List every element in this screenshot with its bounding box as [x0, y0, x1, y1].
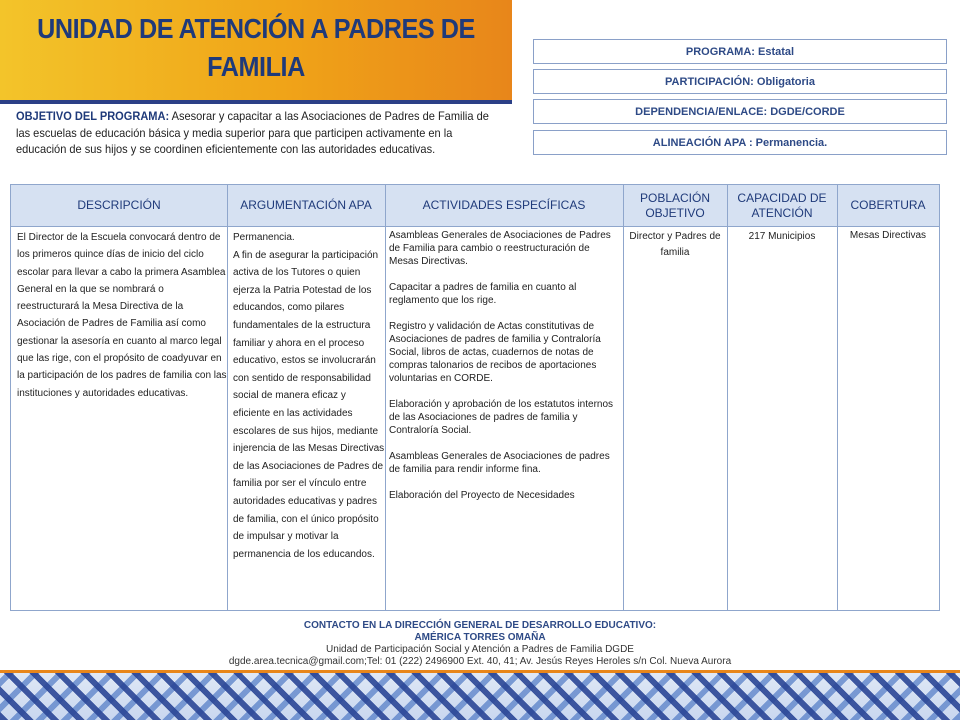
title-underline: [0, 100, 512, 104]
contact-section: [0, 620, 960, 668]
header-actividades: ACTIVIDADES ESPECÍFICAS: [422, 198, 586, 212]
contact-unit: Unidad de Participación Social y Atención a Padres de Familia DGDE: [326, 644, 634, 655]
column-divider: [385, 185, 386, 610]
table-header: [11, 185, 939, 227]
program-objective: [16, 108, 494, 158]
objective-label: OBJETIVO DEL PROGRAMA:: [16, 109, 170, 123]
header-descripcion: DESCRIPCIÓN: [77, 198, 161, 212]
participation-box: PARTICIPACIÓN: Obligatoria: [533, 69, 947, 94]
program-table: [10, 184, 940, 611]
column-divider: [727, 185, 728, 610]
cell-actividades: [389, 229, 617, 515]
activity-item: Registro y validación de Actas constitutivas de Asociaciones de padres de familia y Contraloría Social, libros de actas, cuadernos de notas de compras talonarios de recibos de aportaciones voluntarias en CORDE.: [389, 321, 601, 384]
cell-capacidad: 217 Municipios: [748, 231, 816, 242]
alignment-box: ALINEACIÓN APA : Permanencia.: [533, 130, 947, 155]
cell-cobertura: Mesas Directivas: [849, 230, 927, 241]
cell-poblacion: Director y Padres de familia: [629, 231, 721, 258]
activity-item: Asambleas Generales de Asociaciones de padres de familia para rendir informe fina.: [389, 451, 610, 475]
cell-descripcion: El Director de la Escuela convocará dentro de los primeros quince días de inicio del ciclo escolar para llevar a cabo la primera Asamblea General en la que se nombrará o reestructurará la Mesa Directiva de la Asociación de Padres de Familia así como gestionar la asesoría en cuanto al marco legal que las rige, con el propósito de coadyuvar en la participación de los padres de familia con las instituciones y autoridades educativas.: [17, 232, 227, 399]
column-divider: [227, 185, 228, 610]
cell-argumentacion: [233, 229, 385, 563]
activity-item: Capacitar a padres de familia en cuanto al reglamento que los rige.: [389, 282, 577, 306]
header-argumentacion: ARGUMENTACIÓN APA: [240, 198, 372, 212]
page-title: UNIDAD DE ATENCIÓN A PADRES DE FAMILIA: [37, 13, 475, 82]
program-type-box: PROGRAMA: Estatal: [533, 39, 947, 64]
dependency-box: DEPENDENCIA/ENLACE: DGDE/CORDE: [533, 99, 947, 124]
argumentacion-text: A fin de asegurar la participación activa de los Tutores o quien ejerza la Patria Potestad de los educandos, como pilares fundamentales de la estructura familiar y ahora en el proceso educativo, estos se involucrarán con sentido de responsabilidad social de manera eficaz y eficiente en las actividades escolares de sus hijos, mediante injerencia de las Mesas Directivas de las Asociaciones de Padres de familia por ser el vínculo entre autoridades educativas y padres de familia, con el único propósito de impulsar y motivar la permanencia de los educandos.: [233, 249, 385, 560]
contact-heading: CONTACTO EN LA DIRECCIÓN GENERAL DE DESARROLLO EDUCATIVO:: [303, 620, 657, 631]
header-cobertura: COBERTURA: [850, 198, 926, 212]
activity-item: Asambleas Generales de Asociaciones de Padres de Familia para cambio o reestructuración de Mesas Directivas.: [389, 230, 611, 267]
column-divider: [837, 185, 838, 610]
header-poblacion: POBLACIÓN OBJETIVO: [639, 190, 711, 220]
decorative-pattern: [0, 673, 960, 720]
argumentacion-title: Permanencia.: [233, 232, 295, 243]
contact-details: dgde.area.tecnica@gmail.com;Tel: 01 (222) 2496900 Ext. 40, 41; Av. Jesús Reyes Heroles s/n Col. Nueva Aurora: [228, 656, 732, 667]
objective-text: Asesorar y capacitar a las Asociaciones de Padres de Familia de las escuelas de educación básica y media superior para que participen activamente en la educación de sus hijos y se coordinen eficientemente con las autoridades educativas.: [16, 109, 489, 156]
activity-item: Elaboración del Proyecto de Necesidades: [389, 490, 575, 501]
activity-item: Elaboración y aprobación de los estatutos internos de las Asociaciones de padres de familia y Contraloría Social.: [389, 399, 614, 436]
contact-name: AMÉRICA TORRES OMAÑA: [414, 632, 546, 643]
header-capacidad: CAPACIDAD DE ATENCIÓN: [737, 190, 827, 220]
